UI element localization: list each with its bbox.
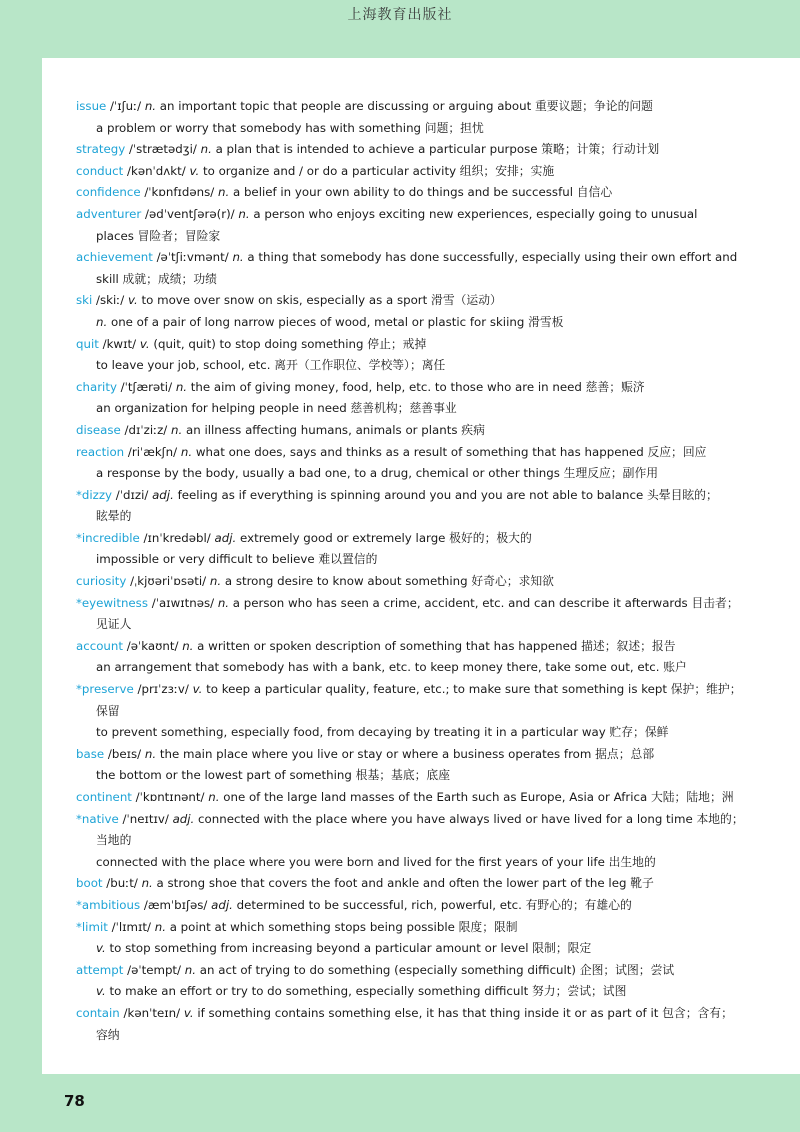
- headword: account: [76, 638, 123, 653]
- definition: a point at which something stops being possible 限度；限制: [165, 919, 518, 934]
- phonetic: /əˈtempt/: [123, 962, 185, 977]
- headword: contain: [76, 1005, 120, 1020]
- part-of-speech: n.: [200, 142, 212, 157]
- entry-line: [76, 895, 788, 917]
- part-of-speech: v.: [189, 163, 200, 178]
- entry-line: [76, 1003, 788, 1025]
- entry-continuation: [76, 765, 788, 787]
- definition: connected with the place where you were born and lived for the first years of your life 出生地的: [96, 854, 656, 869]
- entry-line: [76, 247, 788, 269]
- headword: *preserve: [76, 682, 134, 697]
- entry-continuation: [76, 701, 788, 723]
- entry-line: [76, 593, 788, 615]
- entry-line: [76, 420, 788, 442]
- definition: one of a pair of long narrow pieces of wood, metal or plastic for skiing 滑雪板: [107, 314, 564, 329]
- definition: to stop something from increasing beyond a particular amount or level 限制；限定: [105, 941, 592, 956]
- part-of-speech: n.: [232, 250, 244, 265]
- definition: an organization for helping people in need 慈善机构；慈善事业: [96, 401, 457, 416]
- definition: connected with the place where you have always lived or have lived for a long time 本地的；: [194, 811, 744, 826]
- definition: skill 成就；成绩；功绩: [96, 271, 217, 286]
- part-of-speech: n.: [238, 206, 250, 221]
- definition: (quit, quit) to stop doing something 停止；戒掉: [149, 336, 427, 351]
- entry-continuation: [76, 312, 788, 334]
- part-of-speech: n.: [144, 99, 157, 113]
- part-of-speech: v.: [96, 984, 106, 999]
- entry-line: [76, 485, 788, 507]
- entry-continuation: [76, 269, 788, 291]
- headword: continent: [76, 790, 132, 804]
- phonetic: /skiː/: [92, 293, 128, 308]
- definition: 眩晕的: [96, 509, 132, 524]
- part-of-speech: v.: [127, 293, 138, 308]
- headword: disease: [76, 422, 121, 437]
- part-of-speech: adj.: [152, 487, 174, 502]
- entry-continuation: [76, 830, 788, 852]
- definition: the bottom or the lowest part of something 根基；基底；底座: [96, 768, 451, 783]
- headword: confidence: [76, 185, 141, 200]
- headword: attempt: [76, 962, 124, 977]
- definition: feeling as if everything is spinning around you and you are not able to balance 头晕目眩的；: [173, 487, 718, 502]
- headword: ski: [76, 293, 93, 308]
- part-of-speech: v.: [192, 682, 203, 697]
- phonetic: /buːt/: [102, 876, 142, 891]
- entry-line: [76, 161, 788, 183]
- part-of-speech: v.: [139, 336, 150, 351]
- definition: to move over snow on skis, especially as a sport 滑雪（运动）: [137, 293, 502, 308]
- entry-continuation: [76, 614, 788, 636]
- part-of-speech: n.: [209, 574, 222, 589]
- part-of-speech: n.: [171, 422, 183, 437]
- phonetic: /ədˈventʃərə(r)/: [141, 206, 239, 221]
- definition: a plan that is intended to achieve a particular purpose 策略；计策；行动计划: [211, 142, 660, 157]
- headword: *native: [76, 811, 119, 826]
- definition: if something contains something else, it has that thing inside it or as part of it 包含；含有；: [193, 1005, 733, 1020]
- part-of-speech: adj.: [172, 811, 195, 826]
- entry-line: [76, 442, 788, 464]
- phonetic: /kənˈdʌkt/: [123, 163, 190, 178]
- entry-continuation: [76, 226, 788, 248]
- entry-continuation: [76, 355, 788, 377]
- part-of-speech: n.: [182, 638, 194, 653]
- publisher-header: 上海教育出版社: [347, 7, 453, 23]
- definition: 当地的: [96, 833, 132, 848]
- phonetic: /ˈɪʃuː/: [106, 99, 145, 113]
- definition: the main place where you live or stay or where a business operates from 据点；总部: [156, 746, 655, 761]
- entry-continuation: [76, 118, 788, 140]
- entry-continuation: [76, 549, 788, 571]
- entry-line: [76, 139, 788, 161]
- phonetic: /riˈækʃn/: [124, 444, 181, 459]
- definition: places 冒险者；冒险家: [96, 228, 221, 243]
- definition: an illness affecting humans, animals or plants 疾病: [182, 422, 485, 437]
- headword: boot: [76, 876, 103, 891]
- headword: achievement: [76, 250, 153, 265]
- definition: a strong desire to know about something 好奇心；求知欲: [221, 574, 554, 589]
- entry-continuation: [76, 1025, 788, 1047]
- entry-line: [76, 873, 788, 895]
- vocabulary-list: [76, 96, 788, 1046]
- definition: a person who enjoys exciting new experiences, especially going to unusual: [249, 206, 698, 221]
- part-of-speech: v.: [96, 941, 106, 956]
- headword: quit: [76, 336, 99, 351]
- entry-continuation: [76, 398, 788, 420]
- entry-line: [76, 334, 788, 356]
- headword: *limit: [76, 919, 108, 934]
- headword: curiosity: [76, 574, 127, 589]
- part-of-speech: n.: [217, 185, 230, 200]
- definition: impossible or very difficult to believe 难以置信的: [96, 552, 378, 567]
- phonetic: /əˈtʃiːvmənt/: [152, 250, 233, 265]
- definition: extremely good or extremely large 极好的；极大的: [236, 530, 532, 545]
- phonetic: /kwɪt/: [98, 336, 140, 351]
- headword: adventurer: [76, 206, 142, 221]
- entry-continuation: [76, 722, 788, 744]
- phonetic: /ˈstrætədʒi/: [125, 142, 201, 157]
- phonetic: /prɪˈzɜːv/: [133, 682, 193, 697]
- definition: a belief in your own ability to do things and be successful 自信心: [229, 185, 613, 200]
- definition: a thing that somebody has done successfully, especially using their own effort and: [243, 250, 738, 265]
- part-of-speech: n.: [184, 962, 197, 977]
- definition: a strong shoe that covers the foot and ankle and often the lower part of the leg 靴子: [152, 876, 654, 891]
- headword: issue: [76, 99, 107, 113]
- entry-line: [76, 571, 788, 593]
- definition: an arrangement that somebody has with a bank, etc. to keep money there, take some out, etc. 账户: [96, 660, 687, 675]
- definition: to make an effort or try to do something, especially something difficult 努力；尝试；试图: [105, 984, 627, 999]
- definition: what one does, says and thinks as a result of something that has happened 反应；回应: [192, 444, 707, 459]
- phonetic: /əˈkaʊnt/: [123, 638, 183, 653]
- definition: to leave your job, school, etc. 离开（工作职位、学校等）；离任: [96, 358, 446, 373]
- headword: strategy: [76, 142, 126, 157]
- entry-line: [76, 809, 788, 831]
- definition: one of the large land masses of the Earth such as Europe, Asia or Africa 大陆；陆地；洲: [219, 790, 734, 804]
- phonetic: /ˈtʃærəti/: [116, 379, 176, 394]
- entry-line: [76, 182, 788, 204]
- entry-line: [76, 528, 788, 550]
- phonetic: /ˈkɒnfɪdəns/: [140, 185, 218, 200]
- page-number: 78: [64, 1092, 85, 1110]
- part-of-speech: n.: [208, 790, 220, 804]
- definition: to organize and / or do a particular activity 组织；安排；实施: [199, 163, 555, 178]
- headword: charity: [76, 379, 117, 394]
- definition: 保留: [96, 703, 120, 718]
- vocabulary-page: [42, 58, 800, 1074]
- headword: base: [76, 746, 105, 761]
- definition: determined to be successful, rich, powerful, etc. 有野心的；有雄心的: [232, 897, 632, 912]
- phonetic: /kənˈteɪn/: [119, 1005, 184, 1020]
- part-of-speech: n.: [175, 379, 188, 394]
- definition: a problem or worry that somebody has with something 问题；担忧: [96, 120, 484, 135]
- phonetic: /ˈdɪzi/: [112, 487, 153, 502]
- part-of-speech: n.: [96, 314, 108, 329]
- headword: conduct: [76, 163, 124, 178]
- entry-continuation: [76, 852, 788, 874]
- phonetic: /ˈlɪmɪt/: [107, 919, 155, 934]
- definition: an act of trying to do something (especially something difficult) 企图；试图；尝试: [196, 962, 675, 977]
- entry-line: [76, 290, 788, 312]
- definition: 容纳: [96, 1027, 120, 1042]
- entry-continuation: [76, 506, 788, 528]
- entry-line: [76, 787, 788, 809]
- definition: a response by the body, usually a bad one, to a drug, chemical or other things 生理反应；副作用: [96, 466, 659, 481]
- headword: reaction: [76, 444, 125, 459]
- entry-continuation: [76, 938, 788, 960]
- headword: *eyewitness: [76, 595, 148, 610]
- entry-line: [76, 917, 788, 939]
- definition: a person who has seen a crime, accident, etc. and can describe it afterwards 目击者；: [229, 595, 739, 610]
- definition: a written or spoken description of something that has happened 描述；叙述；报告: [193, 638, 676, 653]
- entry-continuation: [76, 981, 788, 1003]
- phonetic: /ˈkɒntɪnənt/: [131, 790, 209, 804]
- entry-line: [76, 636, 788, 658]
- entry-line: [76, 679, 788, 701]
- part-of-speech: n.: [217, 595, 230, 610]
- entry-continuation: [76, 657, 788, 679]
- entry-line: [76, 377, 788, 399]
- phonetic: /dɪˈziːz/: [120, 422, 172, 437]
- definition: to keep a particular quality, feature, etc.; to make sure that something is kept 保护；维护；: [202, 682, 742, 697]
- headword: *ambitious: [76, 897, 141, 912]
- part-of-speech: n.: [144, 746, 157, 761]
- phonetic: /beɪs/: [104, 746, 145, 761]
- part-of-speech: n.: [141, 876, 153, 891]
- headword: *incredible: [76, 530, 140, 545]
- part-of-speech: n.: [180, 444, 193, 459]
- phonetic: /ˈaɪwɪtnəs/: [147, 595, 218, 610]
- definition: to prevent something, especially food, from decaying by treating it in a particular way 贮存；保鲜: [96, 725, 669, 740]
- entry-line: [76, 960, 788, 982]
- phonetic: /æmˈbɪʃəs/: [140, 897, 212, 912]
- phonetic: /ˌkjʊəriˈɒsəti/: [126, 574, 210, 589]
- definition: the aim of giving money, food, help, etc. to those who are in need 慈善；赈济: [187, 379, 645, 394]
- part-of-speech: n.: [154, 919, 166, 934]
- part-of-speech: v.: [183, 1005, 194, 1020]
- phonetic: /ˈneɪtɪv/: [118, 811, 173, 826]
- entry-line: [76, 744, 788, 766]
- part-of-speech: adj.: [214, 530, 237, 545]
- part-of-speech: adj.: [211, 897, 233, 912]
- entry-line: [76, 204, 788, 226]
- definition: an important topic that people are discussing or arguing about 重要议题；争论的问题: [156, 99, 653, 113]
- phonetic: /ɪnˈkredəbl/: [139, 530, 215, 545]
- entry-continuation: [76, 463, 788, 485]
- entry-line: [76, 96, 788, 118]
- definition: 见证人: [96, 617, 132, 632]
- headword: *dizzy: [76, 487, 113, 502]
